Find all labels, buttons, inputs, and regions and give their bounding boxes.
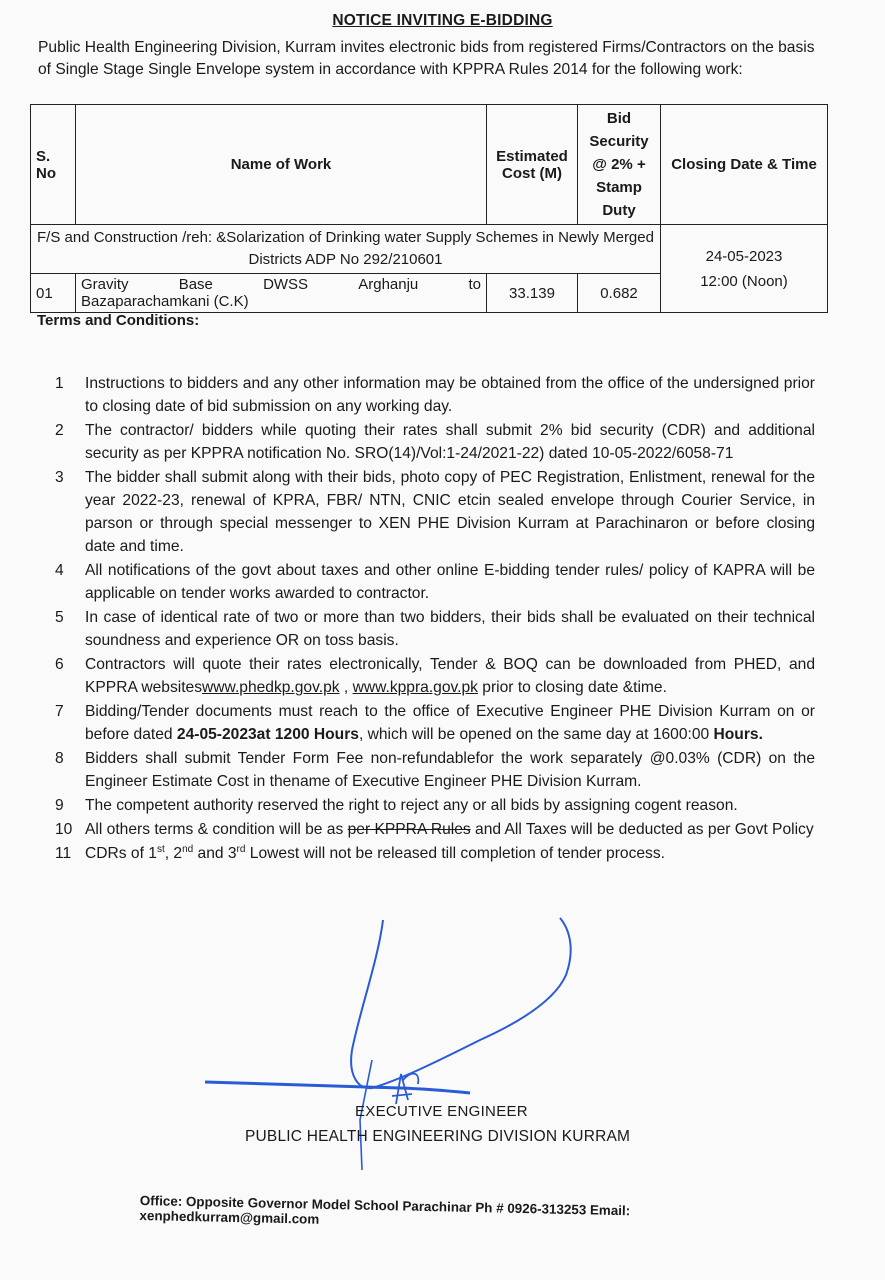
row-sno: 01 — [31, 274, 76, 313]
term-item — [55, 419, 815, 465]
row-cost: 33.139 — [487, 274, 578, 313]
term-number: 8 — [55, 750, 64, 767]
term-text-part: Lowest will not be released till completion of tender process. — [245, 845, 665, 862]
row-work — [76, 274, 487, 313]
term-text: The bidder shall submit along with their bids, photo copy of PEC Registration, Enlistment, renewal for the year 2022-23, renewal of KPRA, FBR/ NTN, CNIC etcin sealed envelope through Courier Service, in parson or through special messenger to XEN PHE Division Kurram at Parachinaron or before closing date and time. — [85, 469, 815, 555]
term-number: 6 — [55, 656, 64, 673]
header-work: Name of Work — [76, 105, 487, 225]
term-item — [55, 747, 815, 793]
term-text — [85, 653, 815, 699]
scheme-title: F/S and Construction /reh: &Solarization of Drinking water Supply Schemes in Newly Merged Districts ADP No 292/210601 — [31, 225, 661, 274]
term-text: The competent authority reserved the right to reject any or all bids by assigning cogent reason. — [85, 797, 738, 814]
row-work-line2: Bazaparachamkani (C.K) — [81, 293, 249, 310]
term-number: 11 — [55, 845, 72, 862]
term-text-part: , which will be opened on the same day at 1600:00 — [358, 726, 714, 743]
term-text-part: , — [339, 679, 353, 696]
struck-text: per KPPRA Rules — [347, 821, 471, 838]
closing-cell — [661, 225, 828, 313]
office-address: Office: Opposite Governor Model School Parachinar Ph # 0926-313253 Email: xenphedkurram@gmail.com — [139, 1193, 631, 1227]
kppra-website-link[interactable]: www.kppra.gov.pk — [352, 679, 478, 696]
term-number: 5 — [55, 609, 64, 626]
term-text-part: prior to closing date &time. — [477, 679, 667, 696]
closing-date: 24-05-2023 — [705, 247, 783, 265]
table-header-row — [31, 105, 828, 225]
work-word: Base — [178, 276, 213, 293]
term-text — [85, 818, 815, 841]
header-cost: Estimated Cost (M) — [487, 105, 578, 225]
signatory-department: PUBLIC HEALTH ENGINEERING DIVISION KURRAM — [245, 1128, 631, 1145]
terms-list — [55, 372, 815, 866]
header-sno: S. No — [31, 105, 76, 225]
term-number: 3 — [55, 469, 64, 486]
term-text-part: and 3 — [193, 845, 237, 862]
term-text: The contractor/ bidders while quoting their rates shall submit 2% bid security (CDR) and additional security as per KPPRA notification No. SRO(14)/Vol:1-24/2021-22) dated 10-05-2022/6058-71 — [85, 422, 815, 462]
work-word: Gravity — [81, 276, 129, 293]
term-number: 10 — [55, 821, 73, 838]
term-item — [55, 818, 815, 841]
term-text-part: CDRs of 1 — [85, 845, 157, 862]
row-bid-security: 0.682 — [578, 274, 661, 313]
terms-title: Terms and Conditions: — [37, 312, 200, 329]
phed-website-link[interactable]: www.phedkp.gov.pk — [202, 679, 340, 696]
term-item — [55, 372, 815, 418]
term-text: Bidders shall submit Tender Form Fee non-refundablefor the work separately @0.03% (CDR) on the Engineer Estimate Cost in thename of Executive Engineer PHE Division Kurram. — [85, 750, 815, 790]
header-bid-security: Bid Security @ 2% + Stamp Duty — [578, 105, 661, 225]
term-text-part: Bidding/Tender documents must reach to the office of Executive Engineer PHE Division Kurram on or before dated — [85, 703, 815, 743]
ordinal-suffix: rd — [236, 843, 246, 855]
term-text: In case of identical rate of two or more than two bidders, their bids shall be evaluated on their technical soundness and experience OR on toss basis. — [85, 609, 815, 649]
term-number: 2 — [55, 422, 64, 439]
deadline-bold: 24-05-2023at 1200 Hours — [176, 726, 359, 743]
term-item — [55, 466, 815, 558]
term-item — [55, 700, 815, 746]
term-number: 9 — [55, 797, 64, 814]
term-number: 4 — [55, 562, 64, 579]
term-text-part: All others terms & condition will be as — [85, 821, 348, 838]
signatory-designation: EXECUTIVE ENGINEER — [355, 1103, 528, 1120]
term-text — [85, 842, 815, 865]
term-number: 1 — [55, 375, 64, 392]
work-word: Arghanju — [358, 276, 419, 293]
term-item — [55, 653, 815, 699]
term-text-part: Contractors will quote their rates electronically, Tender & BOQ can be downloaded from PHED, and KPPRA websites — [85, 656, 815, 696]
term-text: Instructions to bidders and any other information may be obtained from the office of the undersigned prior to closing date of bid submission on any working day. — [85, 375, 815, 415]
notice-title: NOTICE INVITING E-BIDDING — [332, 12, 553, 29]
work-word: DWSS — [263, 276, 309, 293]
row-work-line1 — [81, 276, 481, 293]
term-item — [55, 794, 815, 817]
header-closing: Closing Date & Time — [661, 105, 828, 225]
term-item — [55, 842, 815, 865]
term-text-part: and All Taxes will be deducted as per Govt Policy — [470, 821, 814, 838]
works-table — [30, 104, 828, 313]
ordinal-suffix: st — [156, 843, 165, 855]
term-text — [85, 700, 815, 746]
ordinal-suffix: nd — [182, 843, 194, 855]
notice-intro: Public Health Engineering Division, Kurram invites electronic bids from registered Firms/Contractors on the basis of Single Stage Single Envelope system in accordance with KPPRA Rules 2014 for the following work: — [38, 39, 815, 78]
term-item — [55, 606, 815, 652]
hours-bold: Hours. — [713, 726, 763, 743]
term-text: All notifications of the govt about taxes and other online E-bidding tender rules/ policy of KAPRA will be applicable on tender works awarded to contractor. — [85, 562, 815, 602]
term-number: 7 — [55, 703, 64, 720]
term-item — [55, 559, 815, 605]
table-row-scheme — [31, 225, 828, 274]
work-word: to — [468, 276, 481, 293]
closing-time: 12:00 (Noon) — [700, 272, 788, 290]
term-text-part: , 2 — [164, 845, 183, 862]
